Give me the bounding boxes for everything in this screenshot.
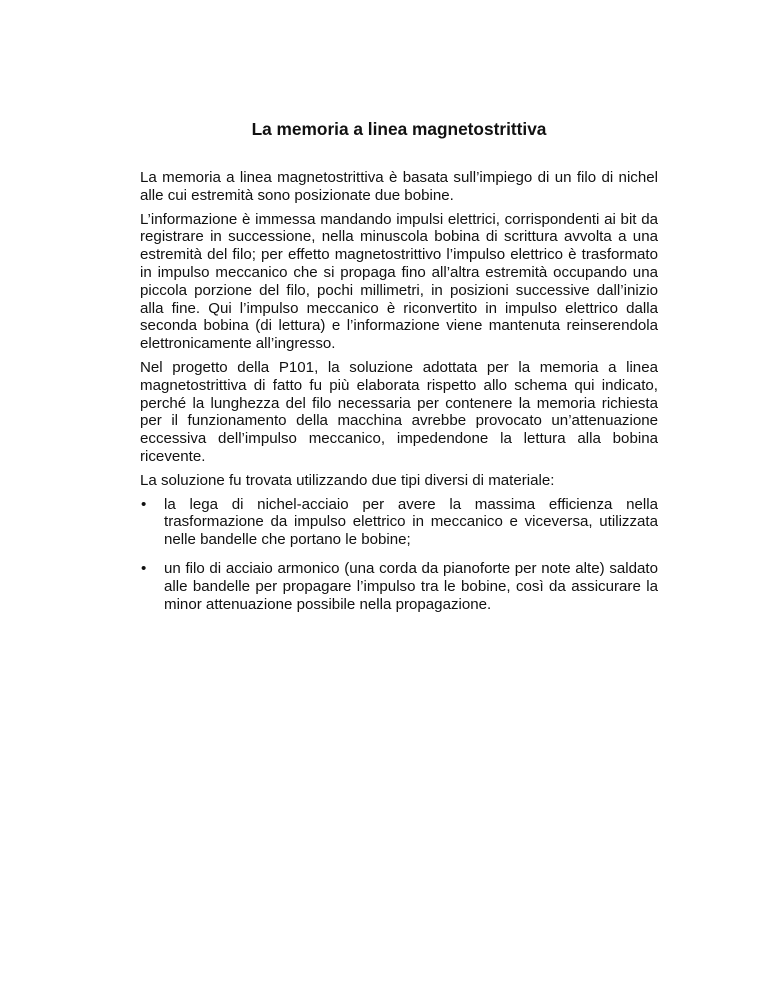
document-title: La memoria a linea magnetostrittiva	[251, 119, 547, 139]
document-body	[140, 118, 658, 624]
bullet-icon: •	[141, 559, 147, 577]
paragraph-information: L’informazione è immessa mandando impulsi elettrici, corrispondenti ai bit da registrare in successione, nella minuscola bobina di scrittura avvolta a una estremità del filo; per effetto magnetostrittivo l’impulso elettrico è trasformato in impulso meccanico che si propaga fino all’altra estremità occupando una piccola porzione del filo, pochi millimetri, in posizioni successive dall’inizio alla fine. Qui l’impulso meccanico è riconvertito in impulso elettrico dalla seconda bobina (di lettura) e l’informazione viene mantenuta reinserendola elettronicamente all’ingresso.	[140, 210, 658, 353]
paragraph-p101-project: Nel progetto della P101, la soluzione adottata per la memoria a linea magnetostrittiva di fatto fu più elaborata rispetto allo schema qui indicato, perché la lunghezza del filo necessaria per contenere la memoria richiesta per il funzionamento della macchina avrebbe provocato un’attenuazione eccessiva dell’impulso meccanico, impedendone la lettura alla bobina ricevente.	[140, 358, 658, 465]
list-item-text: la lega di nichel-acciaio per avere la massima efficienza nella trasformazione da impulso elettrico in meccanico e viceversa, utilizzata nelle bandelle che portano le bobine;	[164, 495, 658, 549]
paragraph-solution: La soluzione fu trovata utilizzando due tipi diversi di materiale:	[140, 471, 555, 489]
list-item	[140, 496, 658, 549]
paragraph-intro: La memoria a linea magnetostrittiva è basata sull’impiego di un filo di nichel alle cui estremità sono posizionate due bobine.	[140, 169, 658, 204]
list-item	[140, 560, 658, 613]
list-item-text: un filo di acciaio armonico (una corda da pianoforte per note alte) saldato alle bandelle per propagare l’impulso tra le bobine, così da assicurare la minor attenuazione possibile nella propagazione.	[164, 559, 658, 613]
materials-list	[140, 496, 658, 614]
bullet-icon: •	[141, 495, 147, 513]
